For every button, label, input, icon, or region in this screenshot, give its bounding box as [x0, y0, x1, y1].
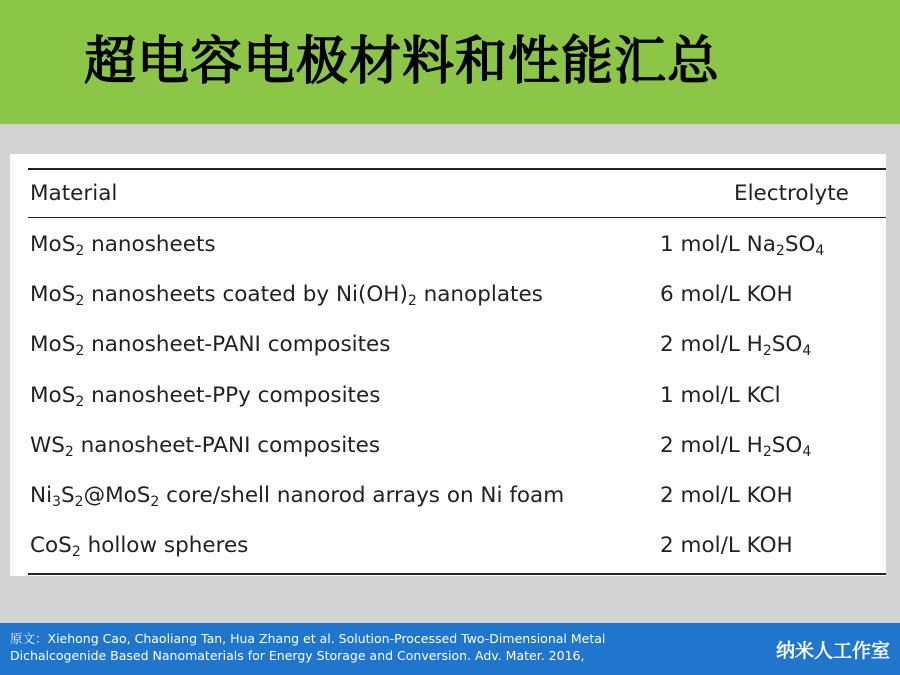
table-row: [10, 482, 886, 532]
cell-electrolyte: 1 mol/L $Na_2SO_4$: [660, 232, 825, 259]
cell-electrolyte: 1 mol/L KCl: [660, 382, 781, 408]
header-material: Material: [30, 181, 118, 206]
table-row: [10, 331, 886, 381]
brand-label: 纳米人工作室: [775, 640, 890, 662]
page-title: 超电容电极材料和性能汇总: [84, 32, 721, 92]
title-bar: [0, 0, 900, 124]
cell-electrolyte: 6 mol/L KOH: [660, 282, 793, 308]
cell-electrolyte: 2 mol/L KOH: [660, 533, 793, 559]
table-row: [10, 231, 886, 281]
cell-material: MoS$_2$ nanosheets: [30, 232, 216, 259]
table-header-rule: [28, 217, 886, 218]
table-panel: [10, 154, 886, 576]
citation-text: 原文：Xiehong Cao, Chaoliang Tan, Hua Zhang et al. Solution-Processed Two-Dimensional Metal Dichalcogenide Based Nanomaterials for Energy Storage and Conversion. Adv. Mater. 2016,: [10, 631, 606, 663]
footer-bar: [0, 623, 900, 675]
header-electrolyte: Electrolyte: [734, 181, 849, 206]
table-row: [10, 281, 886, 331]
cell-material: MoS$_2$ nanosheet-PANI composites: [30, 332, 391, 360]
cell-material: $WS_2$ nanosheet-PANI composites: [30, 432, 381, 460]
cell-electrolyte: 2 mol/L $H_2SO_4$: [660, 432, 812, 460]
cell-electrolyte: 2 mol/L $H_2SO_4$: [660, 332, 812, 360]
table-top-rule: [28, 168, 886, 170]
cell-material: MoS$_2$ nanosheets coated by $Ni(OH)_2$ nanoplates: [30, 282, 543, 310]
cell-material: $Ni_3S_2@MoS_2$ core/shell nanorod arrays on Ni foam: [30, 483, 565, 510]
cell-electrolyte: 2 mol/L KOH: [660, 483, 793, 508]
cell-material: CoS$_2$ hollow spheres: [30, 533, 249, 561]
table-bottom-rule: [28, 573, 886, 575]
table-row: [10, 432, 886, 482]
cell-material: MoS$_2$ nanosheet-PPy composites: [30, 382, 381, 410]
table-row: [10, 382, 886, 432]
